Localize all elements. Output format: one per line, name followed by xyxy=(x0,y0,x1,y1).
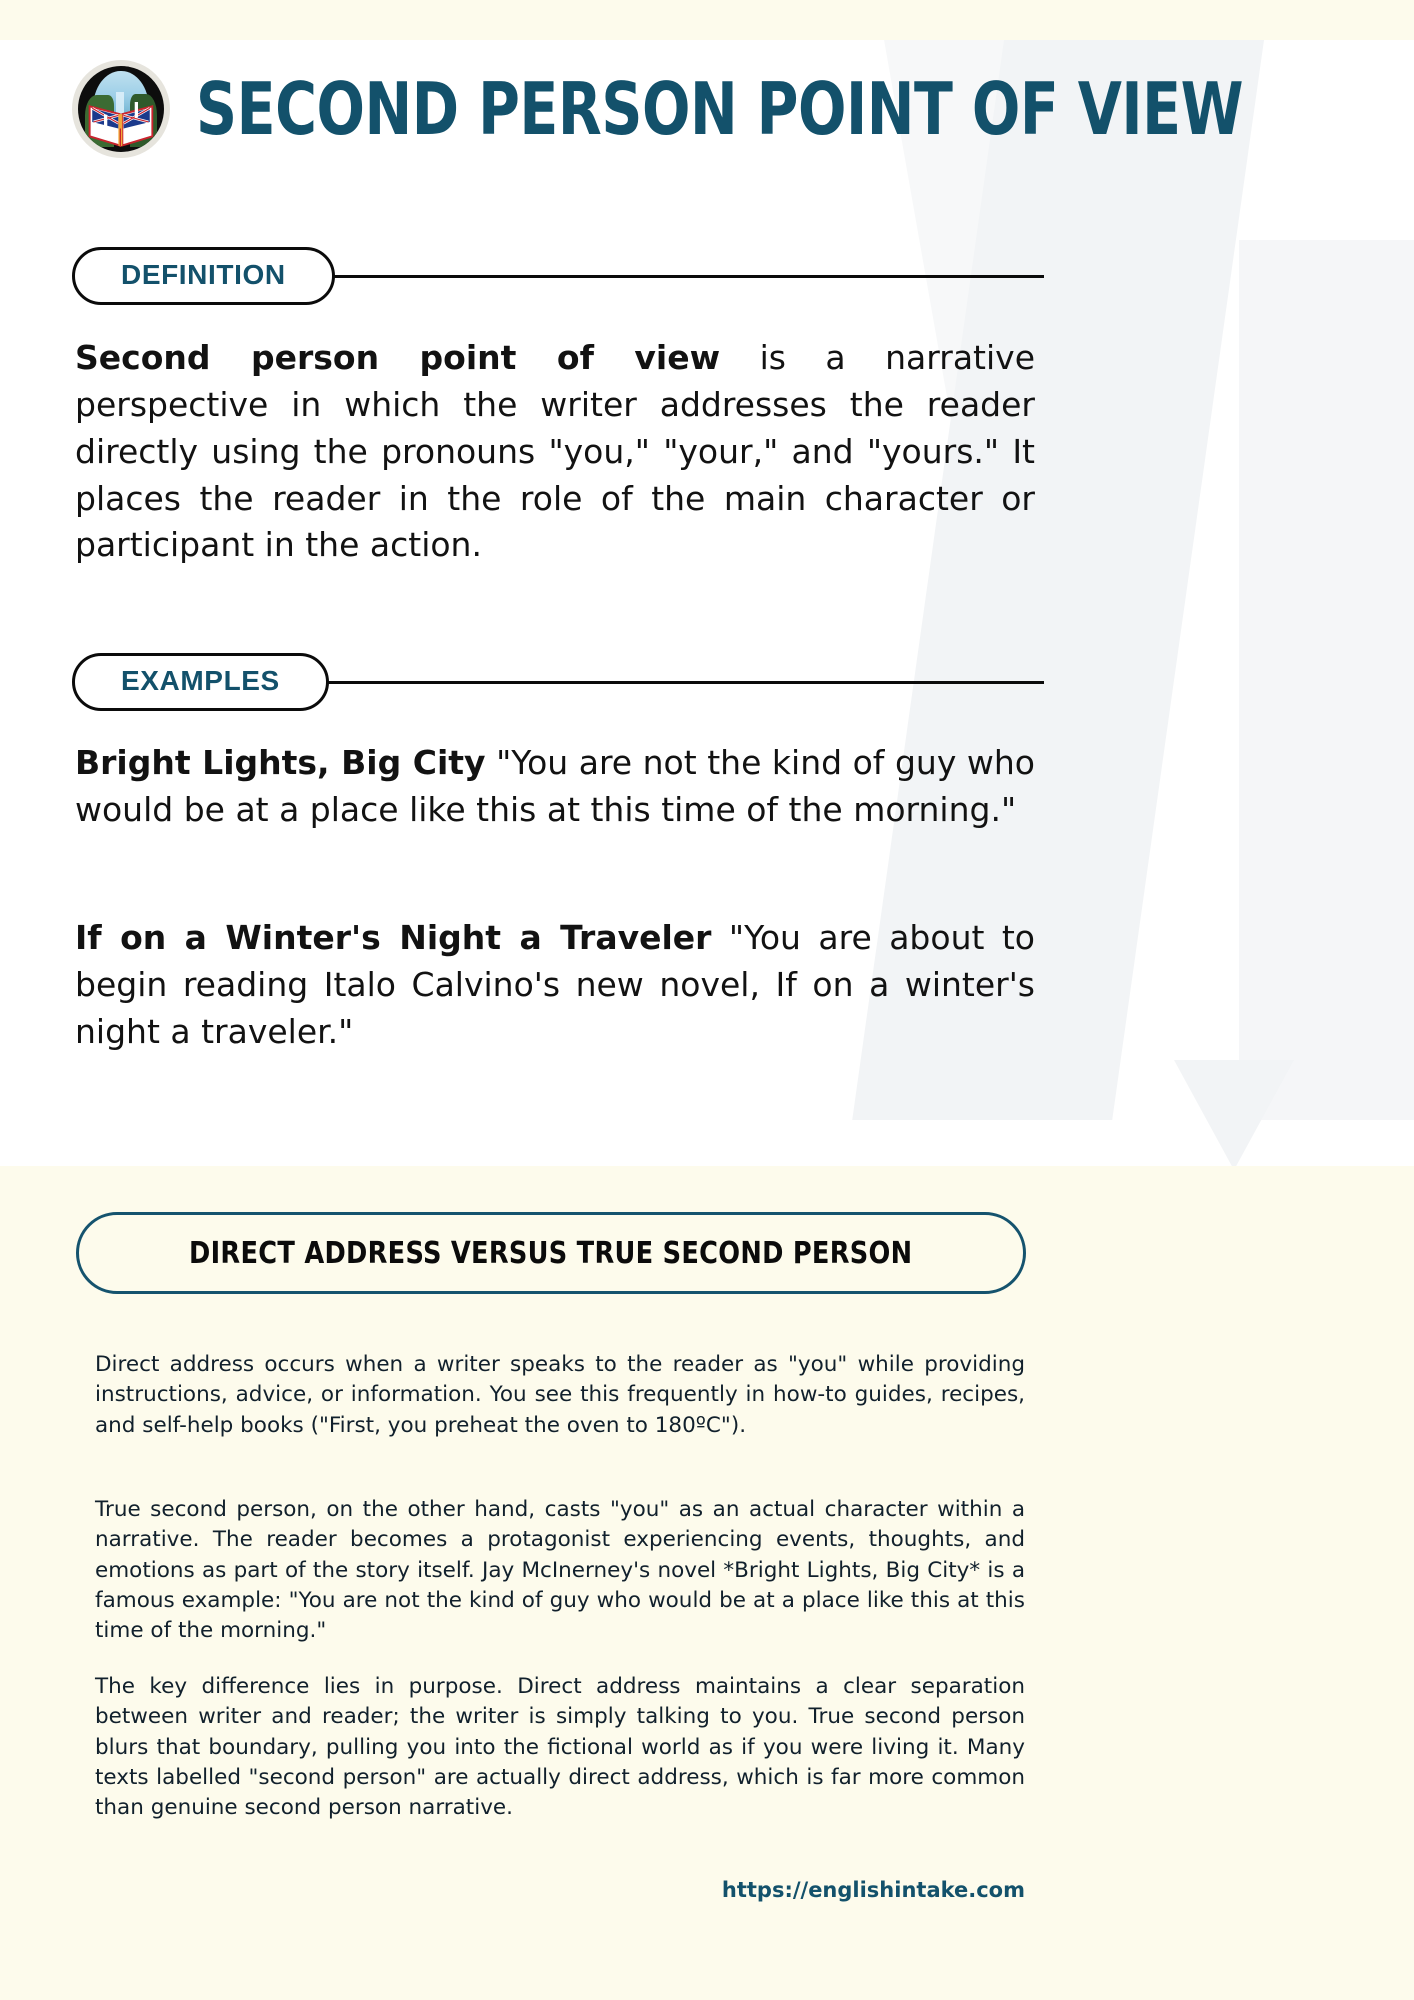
examples-pill: EXAMPLES xyxy=(72,653,329,711)
definition-body: is a narrative perspective in which the writer addresses the reader directly using the pronouns "you," "your," and "yours." It places the reader in the role of the main character or participant in the action. xyxy=(75,338,1035,565)
example-title: Bright Lights, Big City xyxy=(75,743,486,782)
example-item xyxy=(75,740,1035,834)
example-quote: "You are about to begin reading Italo Calvino's new novel, If on a winter's night a traveler." xyxy=(75,918,1035,1051)
example-title: If on a Winter's Night a Traveler xyxy=(75,918,712,957)
open-book-icon xyxy=(88,102,153,148)
watermark-shape-b xyxy=(1239,240,1414,1120)
definition-lead: Second person point of view xyxy=(75,338,721,377)
logo-photo-circle xyxy=(78,66,164,152)
examples-rule xyxy=(327,681,1044,684)
definition-label-row xyxy=(72,247,1044,305)
brand-logo xyxy=(72,60,170,158)
definition-text xyxy=(75,335,1035,569)
comparison-paragraph: True second person, on the other hand, casts "you" as an actual character within a narrative. The reader becomes a protagonist experiencing events, thoughts, and emotions as part of the story itself. Jay McInerney's novel *Bright Lights, Big City* is a famous example: "You are not the kind of guy who would be at a place like this at this time of the morning." xyxy=(95,1497,1025,1644)
page-title: SECOND PERSON POINT OF VIEW xyxy=(196,66,1244,151)
comparison-heading-pill xyxy=(76,1212,1026,1294)
definition-pill: DEFINITION xyxy=(72,247,335,305)
comparison-paragraph: The key difference lies in purpose. Direct address maintains a clear separation between writer and reader; the writer is simply talking to you. True second person blurs that boundary, pulling you into the fictional world as if you were living it. Many texts labelled "second person" are actually direct address, which is far more common than genuine second person narrative. xyxy=(95,1674,1025,1821)
page-header xyxy=(72,60,1386,158)
examples-label-row xyxy=(72,653,1044,711)
example-quote: "You are not the kind of guy who would be at a place like this at this time of the morning." xyxy=(75,743,1036,829)
comparison-heading-text: DIRECT ADDRESS VERSUS TRUE SECOND PERSON xyxy=(189,1235,913,1271)
example-item xyxy=(75,915,1035,1056)
comparison-paragraph: Direct address occurs when a writer speaks to the reader as "you" while providing instructions, advice, or information. You see this frequently in how-to guides, recipes, and self-help books ("First, you preheat the oven to 180ºC"). xyxy=(95,1352,1025,1438)
watermark-triangle xyxy=(1174,1060,1294,1166)
footer-website-link[interactable]: https://englishintake.com xyxy=(721,1878,1025,1902)
definition-rule xyxy=(333,275,1044,278)
